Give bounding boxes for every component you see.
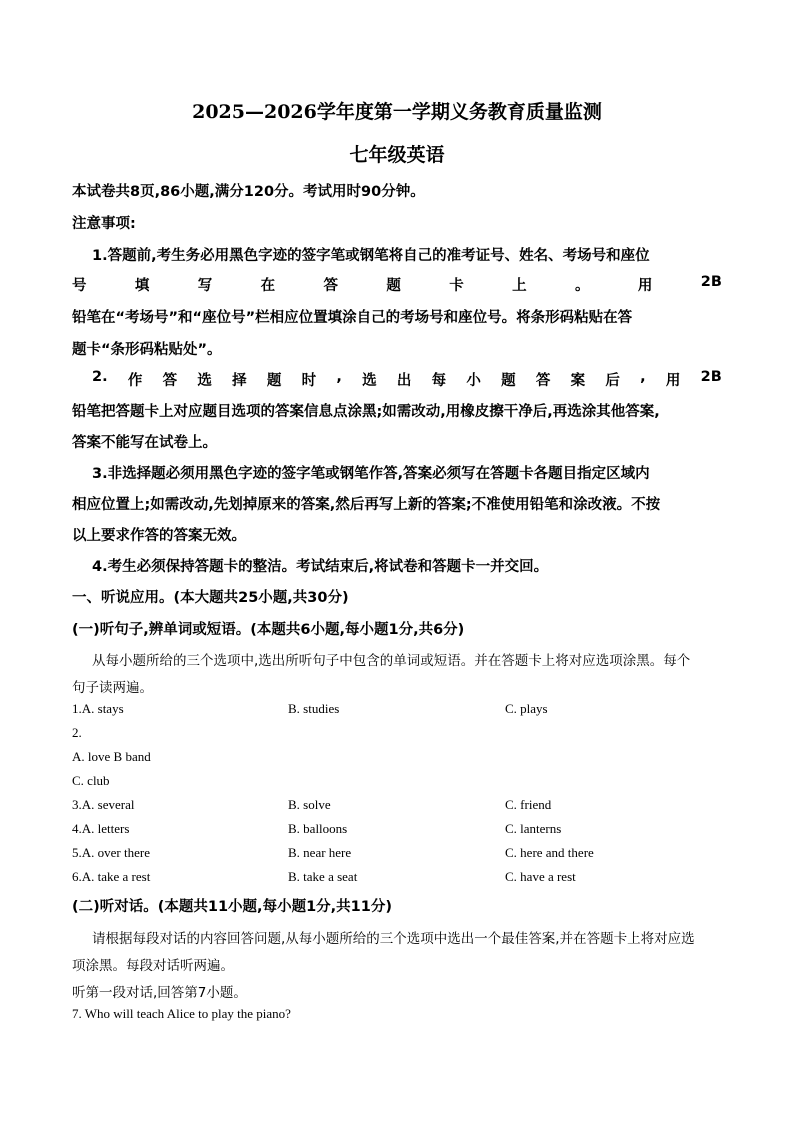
note2-line1-word: 择 <box>232 373 247 389</box>
note2-line1-word: 小 <box>466 373 481 389</box>
exam-intro: 本试卷共8页,86小题,满分120分。考试用时90分钟。 <box>72 184 425 200</box>
q4-option-a: 4.A. letters <box>72 821 130 836</box>
notes-heading: 注意事项: <box>72 216 136 232</box>
note3-line3: 以上要求作答的答案无效。 <box>72 528 246 544</box>
question-7: 7. Who will teach Alice to play the piano? <box>72 1006 291 1021</box>
note1-line3: 铅笔在“考场号”和“座位号”栏相应位置填涂自己的考场号和座位号。将条形码粘贴在答 <box>72 310 633 326</box>
note2-line1-word: 作 <box>127 373 143 389</box>
q1-option-a: 1.A. stays <box>72 701 124 716</box>
q4-option-b: B. balloons <box>288 821 348 836</box>
note2-line1-word: 答 <box>535 373 551 389</box>
q5-option-c: C. here and there <box>505 845 594 860</box>
note2-line1 <box>92 369 722 390</box>
note1-line2-word: 。 <box>575 278 590 294</box>
note2-line1-word: 后 <box>605 373 620 389</box>
note1-line2-word: 用 <box>637 278 653 294</box>
q2-option-c: C. club <box>72 773 110 788</box>
q5-option-b: B. near here <box>288 845 352 860</box>
note3-line1: 3.非选择题必须用黑色字迹的签字笔或钢笔作答,答案必须写在答题卡各题目指定区域内 <box>92 466 650 482</box>
note2-line1-word: 每 <box>431 373 447 389</box>
note2-line1-word: 时 <box>301 373 317 389</box>
part2-heading: (二)听对话。(本题共11小题,每小题1分,共11分) <box>72 899 392 915</box>
note1-line2-word: 上 <box>512 278 527 294</box>
note1-line2-word: 题 <box>386 278 401 294</box>
note1-line1: 1.答题前,考生务必用黑色字迹的签字笔或钢笔将自己的准考证号、姓名、考场号和座位 <box>92 248 650 264</box>
q6-option-a: 6.A. take a rest <box>72 869 151 884</box>
q6-option-b: B. take a seat <box>288 869 358 884</box>
note2-line1-word: , <box>640 369 646 385</box>
note1-line2-word: 答 <box>323 278 338 294</box>
note1-line2-word: 号 <box>72 278 87 294</box>
note2-line1-word: 2. <box>92 369 108 385</box>
q6-option-c: C. have a rest <box>505 869 576 884</box>
note2-line1-word: 2B <box>700 369 722 385</box>
note1-line2-word: 卡 <box>449 278 464 294</box>
note4-line: 4.考生必须保持答题卡的整洁。考试结束后,将试卷和答题卡一并交回。 <box>92 559 549 575</box>
note1-line2-word: 填 <box>134 278 150 294</box>
note2-line1-word: 选 <box>362 373 377 389</box>
note2-line1-word: 题 <box>501 373 516 389</box>
note2-line1-word: 案 <box>570 373 586 389</box>
q3-option-b: B. solve <box>288 797 331 812</box>
note2-line1-word: 选 <box>197 373 212 389</box>
section1-heading: 一、听说应用。(本大题共25小题,共30分) <box>72 590 349 606</box>
part1-instruction-line1: 从每小题所给的三个选项中,选出所听句子中包含的单词或短语。并在答题卡上将对应选项涂黑。每个 <box>92 653 691 669</box>
exam-subtitle: 七年级英语 <box>349 144 445 166</box>
note2-line1-word: 题 <box>266 373 282 389</box>
q4-option-c: C. lanterns <box>505 821 562 836</box>
note2-line1-word: 答 <box>162 373 178 389</box>
q1-option-b: B. studies <box>288 701 340 716</box>
q1-option-c: C. plays <box>505 701 548 716</box>
part1-instruction-line2: 句子读两遍。 <box>72 680 153 696</box>
note1-line2 <box>72 274 722 295</box>
q3-option-a: 3.A. several <box>72 797 135 812</box>
part2-instruction-line2: 项涂黑。每段对话听两遍。 <box>72 958 234 974</box>
part2-instruction-line1: 请根据每段对话的内容回答问题,从每小题所给的三个选项中选出一个最佳答案,并在答题卡上将对应选 <box>92 931 695 947</box>
note2-line1-word: 出 <box>396 373 412 389</box>
exam-title: 2025—2026学年度第一学期义务教育质量监测 <box>192 101 602 123</box>
part1-heading: (一)听句子,辨单词或短语。(本题共6小题,每小题1分,共6分) <box>72 622 465 638</box>
q3-option-c: C. friend <box>505 797 552 812</box>
q2-options-ab: A. love B band <box>72 749 151 764</box>
note3-line2: 相应位置上;如需改动,先划掉原来的答案,然后再写上新的答案;不准使用铅笔和涂改液。不按 <box>72 497 661 513</box>
note1-line4: 题卡“条形码粘贴处”。 <box>72 342 222 358</box>
note2-line1-word: 用 <box>665 373 681 389</box>
note2-line1-word: , <box>336 369 342 385</box>
note1-line2-word: 在 <box>260 278 276 294</box>
note2-line2: 铅笔把答题卡上对应题目选项的答案信息点涂黑;如需改动,用橡皮擦干净后,再选涂其他答案, <box>72 404 660 420</box>
note1-line2-word: 写 <box>197 278 213 294</box>
note2-line3: 答案不能写在试卷上。 <box>72 435 217 451</box>
note1-line2-word: 2B <box>700 274 722 290</box>
dialogue1-instruction: 听第一段对话,回答第7小题。 <box>72 985 247 1001</box>
q5-option-a: 5.A. over there <box>72 845 150 860</box>
q2-number: 2. <box>72 725 82 740</box>
